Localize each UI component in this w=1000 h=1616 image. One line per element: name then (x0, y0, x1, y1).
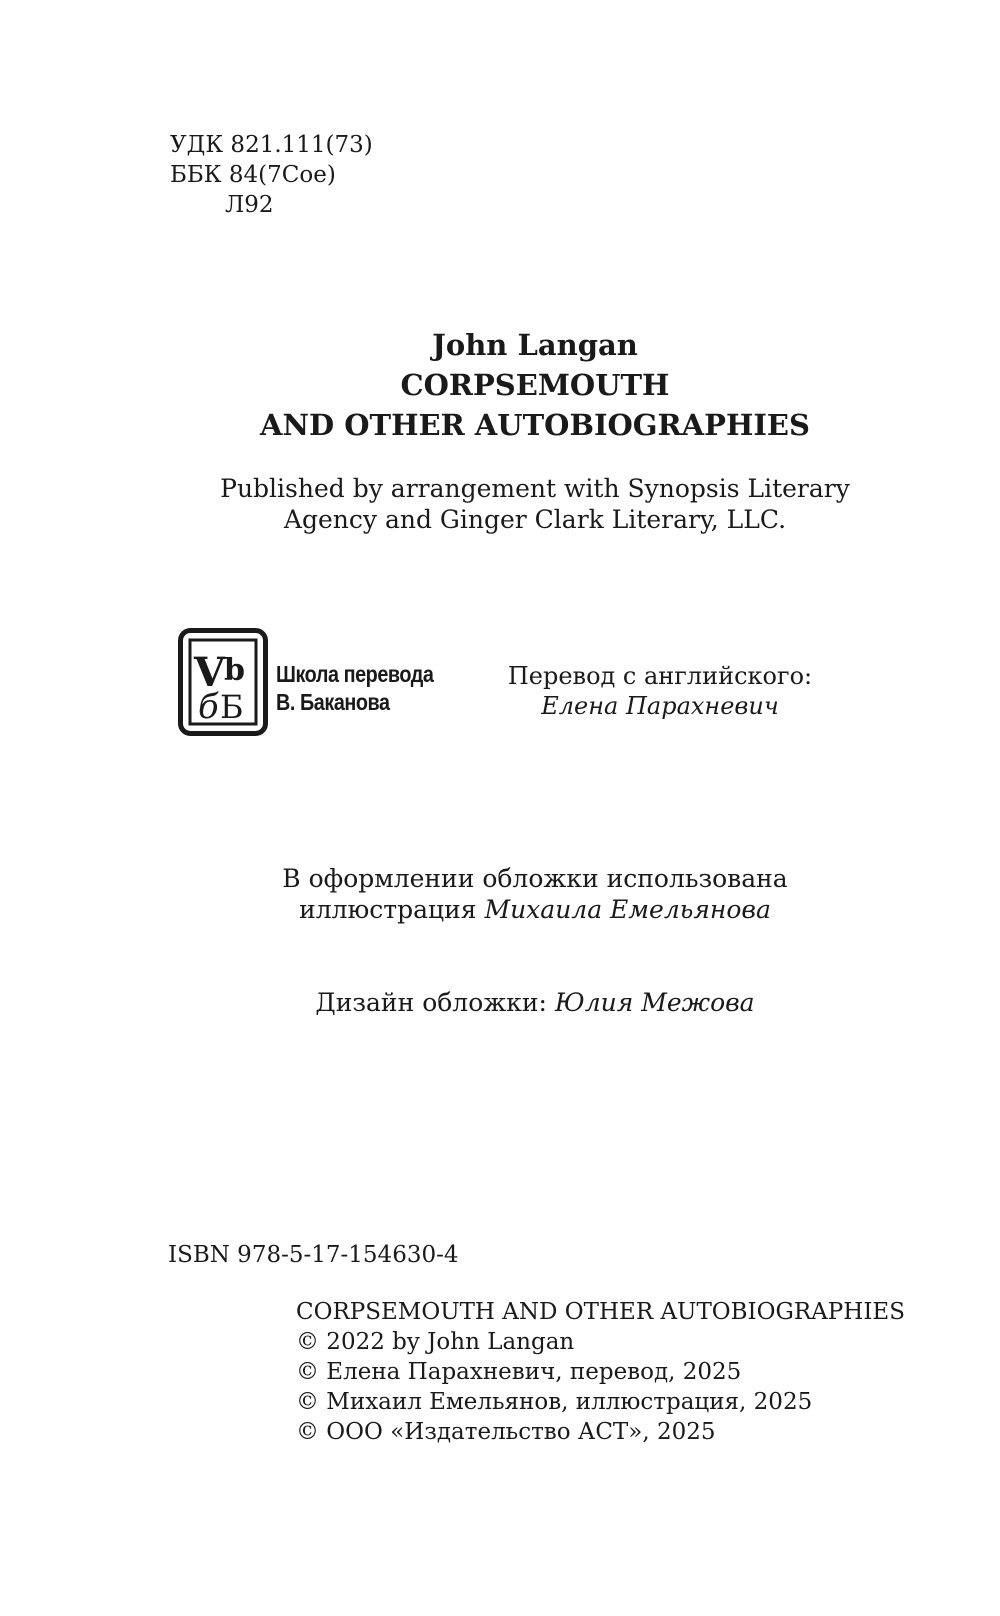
book-title-line2: AND OTHER AUTOBIOGRAPHIES (260, 408, 810, 442)
cover-design-credit (0, 987, 1000, 1018)
copyright-block (296, 1297, 905, 1447)
illustrator-name: Михаила Емельянова (484, 895, 771, 924)
copyright-line: CORPSEMOUTH AND OTHER AUTOBIOGRAPHIES (296, 1299, 905, 1325)
illustration-line1: В оформлении обложки использована (282, 864, 788, 893)
copyright-line: © Михаил Емельянов, иллюстрация, 2025 (296, 1389, 813, 1415)
translation-label: Перевод с английского: (507, 662, 813, 690)
book-title-line1: CORPSEMOUTH (400, 368, 670, 402)
copyright-line: © Елена Парахневич, перевод, 2025 (296, 1359, 742, 1385)
designer-name: Юлия Межова (554, 988, 755, 1017)
copyright-line: © 2022 by John Langan (296, 1329, 575, 1355)
svg-text:Б: Б (220, 688, 244, 726)
title-block (0, 325, 1000, 445)
udk-code: УДК 821.111(73) (170, 132, 373, 158)
author-mark: Л92 (225, 192, 274, 218)
svg-text:б: б (198, 687, 219, 727)
svg-text:V: V (194, 649, 226, 696)
svg-text:b: b (224, 653, 245, 688)
cover-illustration-credit (0, 863, 1000, 925)
isbn: ISBN 978-5-17-154630-4 (168, 1242, 459, 1268)
publishing-note-line2: Agency and Ginger Clark Literary, LLC. (283, 505, 787, 534)
translation-credit (490, 661, 830, 721)
publishing-note (0, 473, 1000, 535)
illustration-prefix: иллюстрация (299, 895, 485, 924)
bbk-code: ББК 84(7Сое) (170, 162, 336, 188)
classification-block (170, 130, 373, 220)
publishing-note-line1: Published by arrangement with Synopsis Literary (220, 474, 850, 503)
school-logo-emblem (178, 628, 268, 736)
logo-frame-icon (178, 628, 268, 736)
translator-name: Елена Парахневич (541, 692, 779, 720)
author-name: John Langan (432, 328, 638, 362)
school-logo-text (276, 660, 433, 716)
school-name-line2: В. Баканова (276, 689, 390, 715)
copyright-line: © ООО «Издательство АСТ», 2025 (296, 1419, 716, 1445)
school-name-line1: Школа перевода (276, 661, 434, 687)
design-label: Дизайн обложки: (315, 988, 555, 1017)
